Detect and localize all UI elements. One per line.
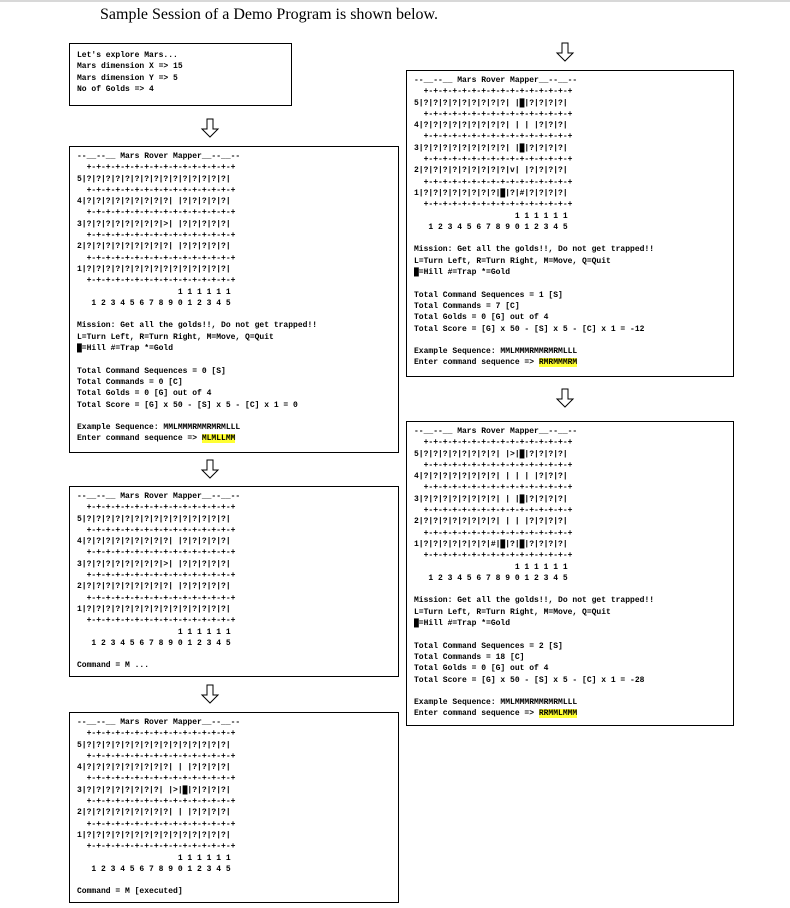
command-prompt bbox=[77, 433, 392, 444]
command-status: Command = M [executed] bbox=[77, 887, 183, 897]
grid-row: +-+-+-+-+-+-+-+-+-+-+-+-+-+-+-+ bbox=[77, 842, 236, 852]
mapper-box-initial bbox=[69, 146, 399, 453]
grid-title: --__--__ Mars Rover Mapper__--__-- bbox=[414, 76, 578, 85]
mapper-box-command bbox=[69, 486, 399, 677]
grid-row: +-+-+-+-+-+-+-+-+-+-+-+-+-+-+-+ bbox=[77, 729, 236, 739]
grid-row: +-+-+-+-+-+-+-+-+-+-+-+-+-+-+-+ bbox=[77, 616, 236, 626]
mapper-box-executed bbox=[69, 712, 399, 903]
grid-row: +-+-+-+-+-+-+-+-+-+-+-+-+-+-+-+ bbox=[414, 87, 573, 97]
stat-golds: Total Golds = 0 [G] out of 4 bbox=[77, 389, 212, 399]
mission-text: Mission: Get all the golds!!, Do not get trapped!! bbox=[414, 596, 655, 606]
example-sequence: Example Sequence: MMLMMMRMMRMRMLLL bbox=[77, 423, 241, 433]
grid-row: +-+-+-+-+-+-+-+-+-+-+-+-+-+-+-+ bbox=[77, 208, 236, 218]
grid-row: 2|?|?|?|?|?|?|?|?| | | |?|?|?|?| bbox=[414, 517, 568, 527]
grid-row: 2|?|?|?|?|?|?|?|?|?| | |?|?|?|?| bbox=[77, 808, 231, 818]
page-heading: Sample Session of a Demo Program is shown below. bbox=[100, 6, 439, 23]
mission-text: Mission: Get all the golds!!, Do not get trapped!! bbox=[414, 245, 655, 255]
grid-row: 2|?|?|?|?|?|?|?|?|?| |?|?|?|?|?| bbox=[77, 582, 231, 592]
mapper-grid bbox=[414, 426, 727, 584]
controls-text: L=Turn Left, R=Turn Right, M=Move, Q=Quit bbox=[414, 607, 611, 617]
command-input[interactable]: MLMLLMM bbox=[201, 434, 236, 444]
grid-row: +-+-+-+-+-+-+-+-+-+-+-+-+-+-+-+ bbox=[414, 528, 573, 538]
mapper-grid bbox=[414, 75, 727, 233]
grid-row: +-+-+-+-+-+-+-+-+-+-+-+-+-+-+-+ bbox=[77, 751, 236, 761]
command-input[interactable]: RMRMMMRM bbox=[538, 358, 578, 368]
grid-row: +-+-+-+-+-+-+-+-+-+-+-+-+-+-+-+ bbox=[77, 503, 236, 513]
command-prompt bbox=[414, 357, 727, 368]
prompt-label: Enter command sequence => bbox=[77, 434, 202, 444]
grid-row: 3|?|?|?|?|?|?|?|?|>| |?|?|?|?|?| bbox=[77, 559, 231, 569]
grid-row: +-+-+-+-+-+-+-+-+-+-+-+-+-+-+-+ bbox=[414, 109, 573, 119]
grid-row: 5|?|?|?|?|?|?|?|?| |>|█|?|?|?|?| bbox=[414, 449, 568, 459]
mapper-box-sequence-2 bbox=[406, 421, 734, 726]
down-arrow-icon bbox=[200, 684, 220, 704]
stat-sequences: Total Command Sequences = 2 [S] bbox=[414, 641, 563, 651]
grid-row: +-+-+-+-+-+-+-+-+-+-+-+-+-+-+-+ bbox=[414, 177, 573, 187]
top-rule bbox=[0, 0, 790, 2]
grid-row: 1|?|?|?|?|?|?|?|?|?|?|?|?|?|?|?| bbox=[77, 604, 231, 614]
grid-row: 4|?|?|?|?|?|?|?|?|?| |?|?|?|?|?| bbox=[77, 197, 231, 207]
mapper-box-sequence-1 bbox=[406, 70, 734, 377]
grid-row: +-+-+-+-+-+-+-+-+-+-+-+-+-+-+-+ bbox=[414, 155, 573, 165]
intro-line: Mars dimension Y => 5 bbox=[77, 73, 178, 83]
grid-title: --__--__ Mars Rover Mapper__--__-- bbox=[77, 492, 241, 501]
mission-text: Mission: Get all the golds!!, Do not get trapped!! bbox=[77, 321, 318, 331]
grid-row: 3|?|?|?|?|?|?|?|?| |>|█|?|?|?|?| bbox=[77, 785, 231, 795]
grid-row: 3|?|?|?|?|?|?|?|?| | |█|?|?|?|?| bbox=[414, 494, 568, 504]
grid-row: 1|?|?|?|?|?|?|?|?|█|?|#|?|?|?|?| bbox=[414, 188, 568, 198]
stat-commands: Total Commands = 0 [C] bbox=[77, 377, 183, 387]
grid-row: +-+-+-+-+-+-+-+-+-+-+-+-+-+-+-+ bbox=[77, 797, 236, 807]
mapper-grid bbox=[77, 151, 392, 309]
controls-text: L=Turn Left, R=Turn Right, M=Move, Q=Quit bbox=[77, 332, 274, 342]
grid-row: +-+-+-+-+-+-+-+-+-+-+-+-+-+-+-+ bbox=[414, 483, 573, 493]
grid-row: 2|?|?|?|?|?|?|?|?|?|v| |?|?|?|?| bbox=[414, 166, 568, 176]
down-arrow-icon bbox=[555, 388, 575, 408]
stat-commands: Total Commands = 7 [C] bbox=[414, 301, 520, 311]
prompt-label: Enter command sequence => bbox=[414, 709, 539, 719]
grid-row: 5|?|?|?|?|?|?|?|?|?|?|?|?|?|?|?| bbox=[77, 740, 231, 750]
grid-row: 5|?|?|?|?|?|?|?|?|?| |█|?|?|?|?| bbox=[414, 98, 568, 108]
grid-row: 1|?|?|?|?|?|?|?|#|█|?|█|?|?|?|?| bbox=[414, 539, 568, 549]
stat-sequences: Total Command Sequences = 1 [S] bbox=[414, 290, 563, 300]
intro-line: Mars dimension X => 15 bbox=[77, 62, 183, 72]
grid-row: +-+-+-+-+-+-+-+-+-+-+-+-+-+-+-+ bbox=[414, 438, 573, 448]
grid-row: +-+-+-+-+-+-+-+-+-+-+-+-+-+-+-+ bbox=[77, 276, 236, 286]
legend-text: █=Hill #=Trap *=Gold bbox=[414, 619, 511, 629]
legend-text: █=Hill #=Trap *=Gold bbox=[414, 268, 511, 278]
intro-box bbox=[69, 43, 292, 106]
grid-row: +-+-+-+-+-+-+-+-+-+-+-+-+-+-+-+ bbox=[77, 185, 236, 195]
grid-row: 1|?|?|?|?|?|?|?|?|?|?|?|?|?|?|?| bbox=[77, 264, 231, 274]
grid-row: 3|?|?|?|?|?|?|?|?|>| |?|?|?|?|?| bbox=[77, 219, 231, 229]
grid-row: 4|?|?|?|?|?|?|?|?| | | | |?|?|?| bbox=[414, 472, 568, 482]
grid-row: +-+-+-+-+-+-+-+-+-+-+-+-+-+-+-+ bbox=[414, 200, 573, 210]
down-arrow-icon bbox=[555, 42, 575, 62]
grid-row: +-+-+-+-+-+-+-+-+-+-+-+-+-+-+-+ bbox=[77, 163, 236, 173]
grid-axis-tens: 1 1 1 1 1 1 bbox=[77, 627, 231, 637]
grid-axis-units: 1 2 3 4 5 6 7 8 9 0 1 2 3 4 5 bbox=[77, 638, 231, 648]
grid-row: 3|?|?|?|?|?|?|?|?|?| |█|?|?|?|?| bbox=[414, 143, 568, 153]
stat-score: Total Score = [G] x 50 - [S] x 5 - [C] x 1 = -12 bbox=[414, 324, 645, 334]
stat-golds: Total Golds = 0 [G] out of 4 bbox=[414, 313, 549, 323]
stat-commands: Total Commands = 18 [C] bbox=[414, 652, 525, 662]
grid-axis-units: 1 2 3 4 5 6 7 8 9 0 1 2 3 4 5 bbox=[414, 222, 568, 232]
grid-axis-units: 1 2 3 4 5 6 7 8 9 0 1 2 3 4 5 bbox=[414, 573, 568, 583]
legend-text: █=Hill #=Trap *=Gold bbox=[77, 344, 174, 354]
example-sequence: Example Sequence: MMLMMMRMMRMRMLLL bbox=[414, 347, 578, 357]
mapper-grid bbox=[77, 491, 392, 649]
stat-score: Total Score = [G] x 50 - [S] x 5 - [C] x 1 = -28 bbox=[414, 675, 645, 685]
grid-row: +-+-+-+-+-+-+-+-+-+-+-+-+-+-+-+ bbox=[77, 548, 236, 558]
grid-row: +-+-+-+-+-+-+-+-+-+-+-+-+-+-+-+ bbox=[414, 132, 573, 142]
stat-golds: Total Golds = 0 [G] out of 4 bbox=[414, 664, 549, 674]
grid-axis-tens: 1 1 1 1 1 1 bbox=[414, 211, 568, 221]
grid-axis-tens: 1 1 1 1 1 1 bbox=[77, 287, 231, 297]
down-arrow-icon bbox=[200, 118, 220, 138]
grid-row: +-+-+-+-+-+-+-+-+-+-+-+-+-+-+-+ bbox=[77, 525, 236, 535]
command-input[interactable]: RRMMLMMM bbox=[538, 709, 578, 719]
down-arrow-icon bbox=[200, 459, 220, 479]
grid-row: +-+-+-+-+-+-+-+-+-+-+-+-+-+-+-+ bbox=[77, 571, 236, 581]
intro-line: Let's explore Mars... bbox=[77, 51, 178, 60]
grid-title: --__--__ Mars Rover Mapper__--__-- bbox=[77, 152, 241, 161]
grid-axis-units: 1 2 3 4 5 6 7 8 9 0 1 2 3 4 5 bbox=[77, 298, 231, 308]
stat-sequences: Total Command Sequences = 0 [S] bbox=[77, 366, 226, 376]
grid-row: +-+-+-+-+-+-+-+-+-+-+-+-+-+-+-+ bbox=[77, 774, 236, 784]
grid-title: --__--__ Mars Rover Mapper__--__-- bbox=[414, 427, 578, 436]
grid-row: 4|?|?|?|?|?|?|?|?|?| | |?|?|?|?| bbox=[77, 763, 231, 773]
grid-axis-units: 1 2 3 4 5 6 7 8 9 0 1 2 3 4 5 bbox=[77, 864, 231, 874]
mapper-grid bbox=[77, 717, 392, 875]
grid-row: 4|?|?|?|?|?|?|?|?|?| | | |?|?|?| bbox=[414, 121, 568, 131]
intro-line: No of Golds => 4 bbox=[77, 84, 154, 94]
example-sequence: Example Sequence: MMLMMMRMMRMRMLLL bbox=[414, 698, 578, 708]
prompt-label: Enter command sequence => bbox=[414, 358, 539, 368]
grid-row: +-+-+-+-+-+-+-+-+-+-+-+-+-+-+-+ bbox=[414, 551, 573, 561]
grid-row: +-+-+-+-+-+-+-+-+-+-+-+-+-+-+-+ bbox=[77, 231, 236, 241]
grid-row: 5|?|?|?|?|?|?|?|?|?|?|?|?|?|?|?| bbox=[77, 514, 231, 524]
command-prompt bbox=[414, 708, 727, 719]
grid-row: 5|?|?|?|?|?|?|?|?|?|?|?|?|?|?|?| bbox=[77, 174, 231, 184]
grid-title: --__--__ Mars Rover Mapper__--__-- bbox=[77, 718, 241, 727]
stat-score: Total Score = [G] x 50 - [S] x 5 - [C] x 1 = 0 bbox=[77, 400, 298, 410]
grid-row: 4|?|?|?|?|?|?|?|?|?| |?|?|?|?|?| bbox=[77, 537, 231, 547]
grid-row: +-+-+-+-+-+-+-+-+-+-+-+-+-+-+-+ bbox=[77, 819, 236, 829]
grid-row: +-+-+-+-+-+-+-+-+-+-+-+-+-+-+-+ bbox=[77, 253, 236, 263]
grid-row: +-+-+-+-+-+-+-+-+-+-+-+-+-+-+-+ bbox=[77, 593, 236, 603]
grid-row: +-+-+-+-+-+-+-+-+-+-+-+-+-+-+-+ bbox=[414, 460, 573, 470]
grid-axis-tens: 1 1 1 1 1 1 bbox=[414, 562, 568, 572]
grid-row: 2|?|?|?|?|?|?|?|?|?| |?|?|?|?|?| bbox=[77, 242, 231, 252]
grid-row: +-+-+-+-+-+-+-+-+-+-+-+-+-+-+-+ bbox=[414, 506, 573, 516]
controls-text: L=Turn Left, R=Turn Right, M=Move, Q=Quit bbox=[414, 256, 611, 266]
grid-axis-tens: 1 1 1 1 1 1 bbox=[77, 853, 231, 863]
command-status: Command = M ... bbox=[77, 661, 150, 671]
grid-row: 1|?|?|?|?|?|?|?|?|?|?|?|?|?|?|?| bbox=[77, 830, 231, 840]
